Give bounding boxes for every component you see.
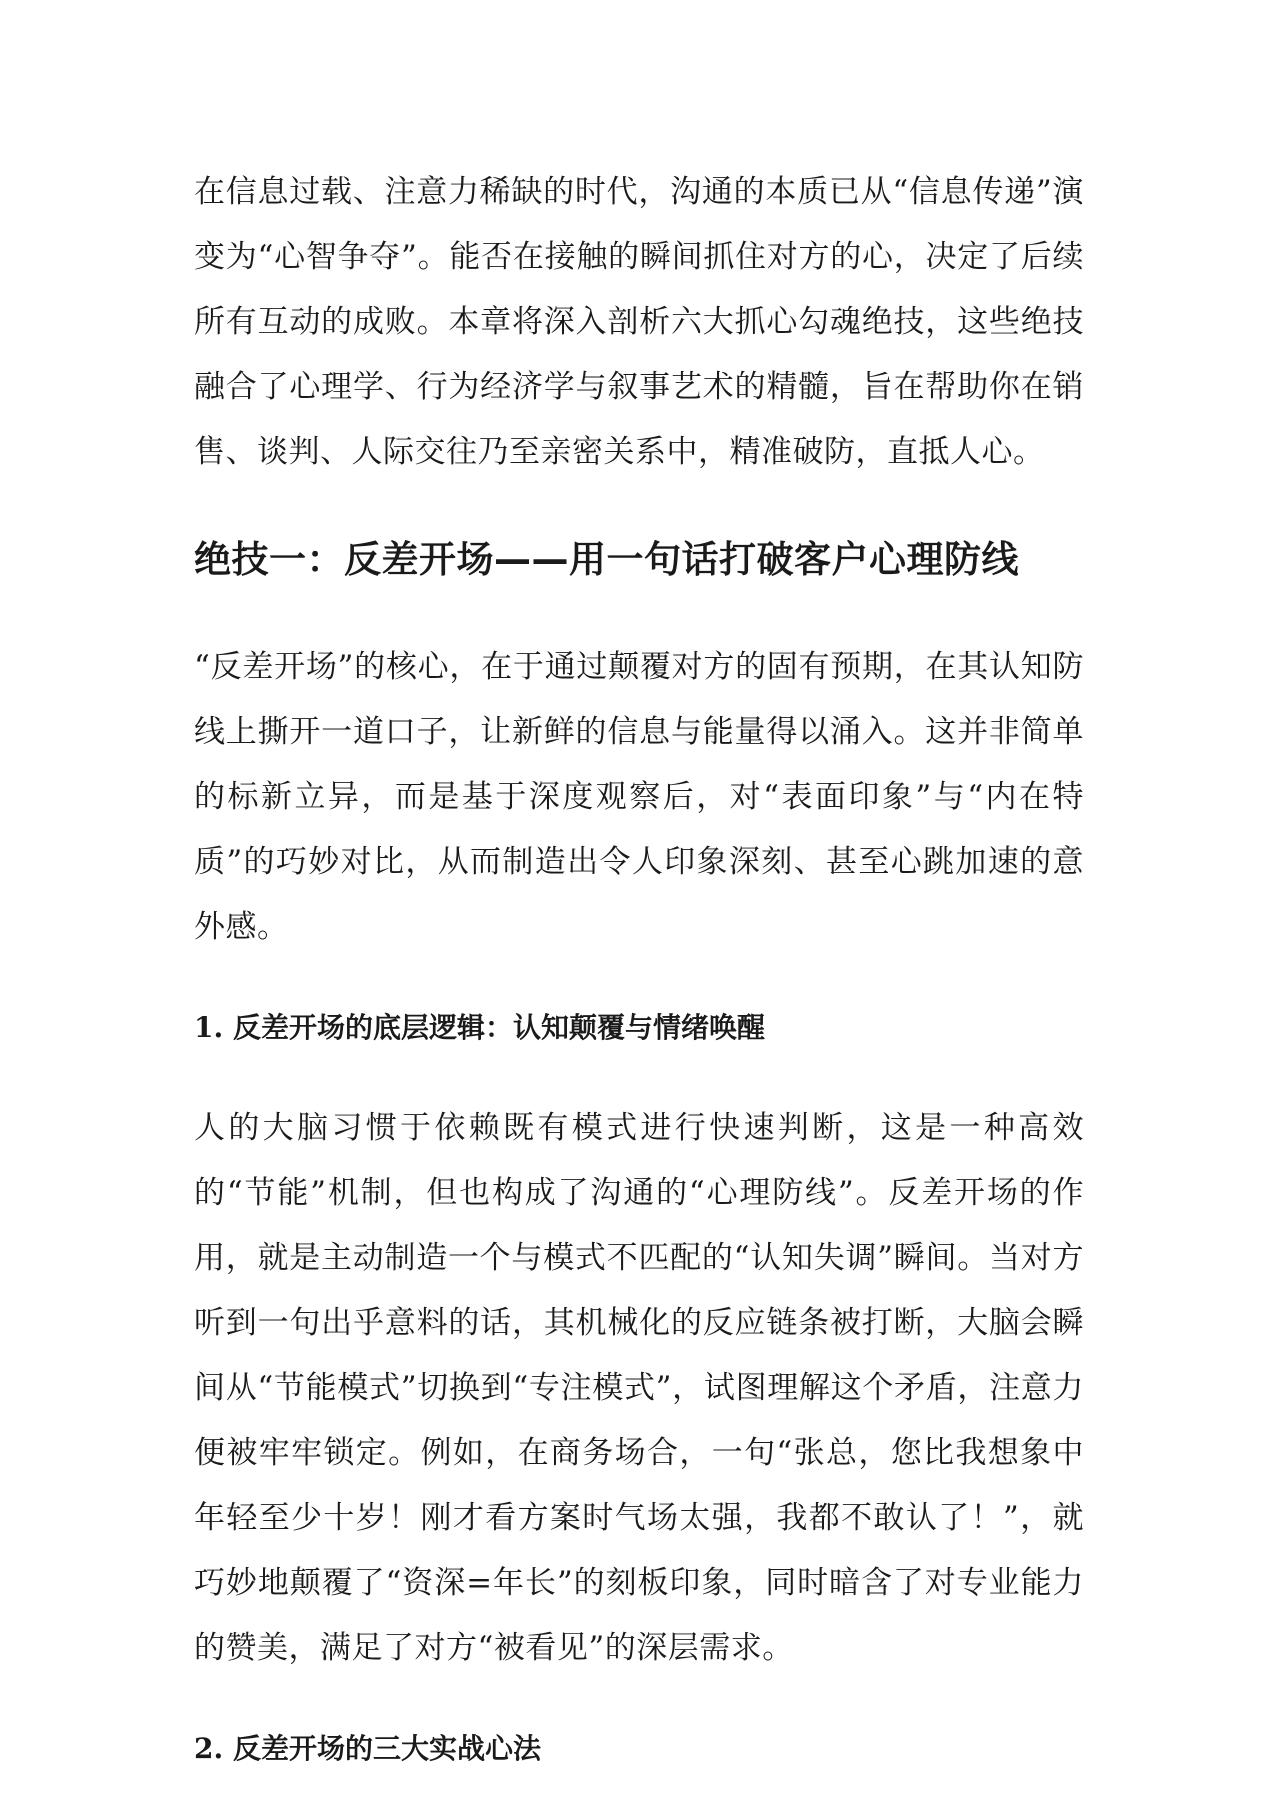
section-title: 绝技一：反差开场——用一句话打破客户心理防线	[194, 538, 1019, 581]
page-content	[194, 160, 1084, 1769]
subsection-2-title: 2. 反差开场的三大实战心法	[194, 1732, 541, 1765]
section-intro-paragraph: “反差开场”的核心，在于通过颠覆对方的固有预期，在其认知防线上撕开一道口子，让新鲜的信息与能量得以涌入。这并非简单的标新立异，而是基于深度观察后，对“表面印象”与“内在特质”的巧妙对比，从而制造出令人印象深刻、甚至心跳加速的意外感。	[194, 649, 1084, 945]
intro-paragraph: 在信息过载、注意力稀缺的时代，沟通的本质已从“信息传递”演变为“心智争夺”。能否在接触的瞬间抓住对方的心，决定了后续所有互动的成败。本章将深入剖析六大抓心勾魂绝技，这些绝技融合了心理学、行为经济学与叙事艺术的精髓，旨在帮助你在销售、谈判、人际交往乃至亲密关系中，精准破防，直抵人心。	[194, 174, 1084, 470]
subsection-1-body: 人的大脑习惯于依赖既有模式进行快速判断，这是一种高效的“节能”机制，但也构成了沟通的“心理防线”。反差开场的作用，就是主动制造一个与模式不匹配的“认知失调”瞬间。当对方听到一句出乎意料的话，其机械化的反应链条被打断，大脑会瞬间从“节能模式”切换到“专注模式”，试图理解这个矛盾，注意力便被牢牢锁定。例如，在商务场合，一句“张总，您比我想象中年轻至少十岁！刚才看方案时气场太强，我都不敢认了！”，就巧妙地颠覆了“资深=年长”的刻板印象，同时暗含了对专业能力的赞美，满足了对方“被看见”的深层需求。	[194, 1110, 1084, 1666]
subsection-1-title: 1. 反差开场的底层逻辑：认知颠覆与情绪唤醒	[194, 1011, 765, 1044]
